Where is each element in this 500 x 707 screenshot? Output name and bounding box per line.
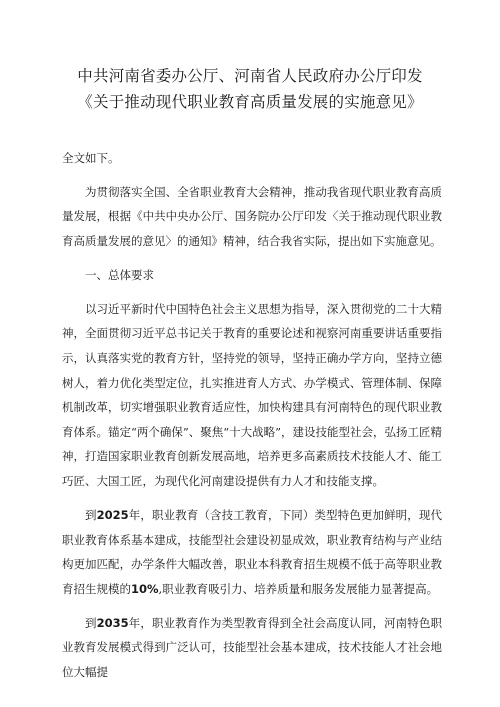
text-segment: 年，职业教育作为类型教育得到全社会高度认同，河南特色职业教育发展模式得到广泛认可，技能型社会基本建成，技术技能人才社会地位大幅提 [62,615,442,679]
text-segment: 年，职业教育（含技工教育，下同）类型特色更加鲜明，现代职业教育体系基本建成，技能型社会建设初显成效，职业教育结构与产业结构更加匹配，办学条件大幅改善，职业本科教育招生规模不低于高等职业教育招生规模的 [62,507,442,596]
paragraph-2035-goals [62,611,442,685]
year-2025: 2025 [96,507,129,522]
paragraph-guiding-thought: 以习近平新时代中国特色社会主义思想为指导，深入贯彻党的二十大精神，全面贯彻习近平总书记关于教育的重要论述和视察河南重要讲话重要指示，认真落实党的教育方针，坚持党的领导，坚持正确办学方向，坚持立德树人，着力优化类型定位，扎实推进育人方式、办学模式、管理体制、保障机制改革，切实增强职业教育适应性，加快构建具有河南特色的现代职业教育体系。锚定“两个确保”、聚焦“十大战略”，建设技能型社会，弘扬工匠精神，打造国家职业教育创新发展高地，培养更多高素质技术技能人才、能工巧匠、大国工匠，为现代化河南建设提供有力人才和技能支撑。 [62,301,443,489]
document-body [62,146,442,694]
paragraph-2025-goals [62,503,442,601]
text-segment: ,职业教育吸引力、培养质量和服务发展能力显著提高。 [158,581,439,596]
intro-paragraph: 全文如下。 [62,151,120,165]
section-heading-general-requirements: 一、总体要求 [85,267,154,282]
paragraph-purpose: 为贯彻落实全国、全省职业教育大会精神，推动我省现代职业教育高质量发展，根据《中共中央办公厅、国务院办公厅印发〈关于推动现代职业教育高质量发展的意见〉的通知》精神，结合我省实际，提出如下实施意见。 [62,184,442,249]
document-title-line-1: 中共河南省委办公厅、河南省人民政府办公厅印发 [77,67,423,85]
percentage-value: 10% [131,581,159,596]
text-segment: 到 [85,615,97,630]
text-segment: 到 [85,507,97,522]
document-title-line-2: 《关于推动现代职业教育高质量发展的实施意见》 [77,93,423,111]
year-2035: 2035 [96,615,129,630]
